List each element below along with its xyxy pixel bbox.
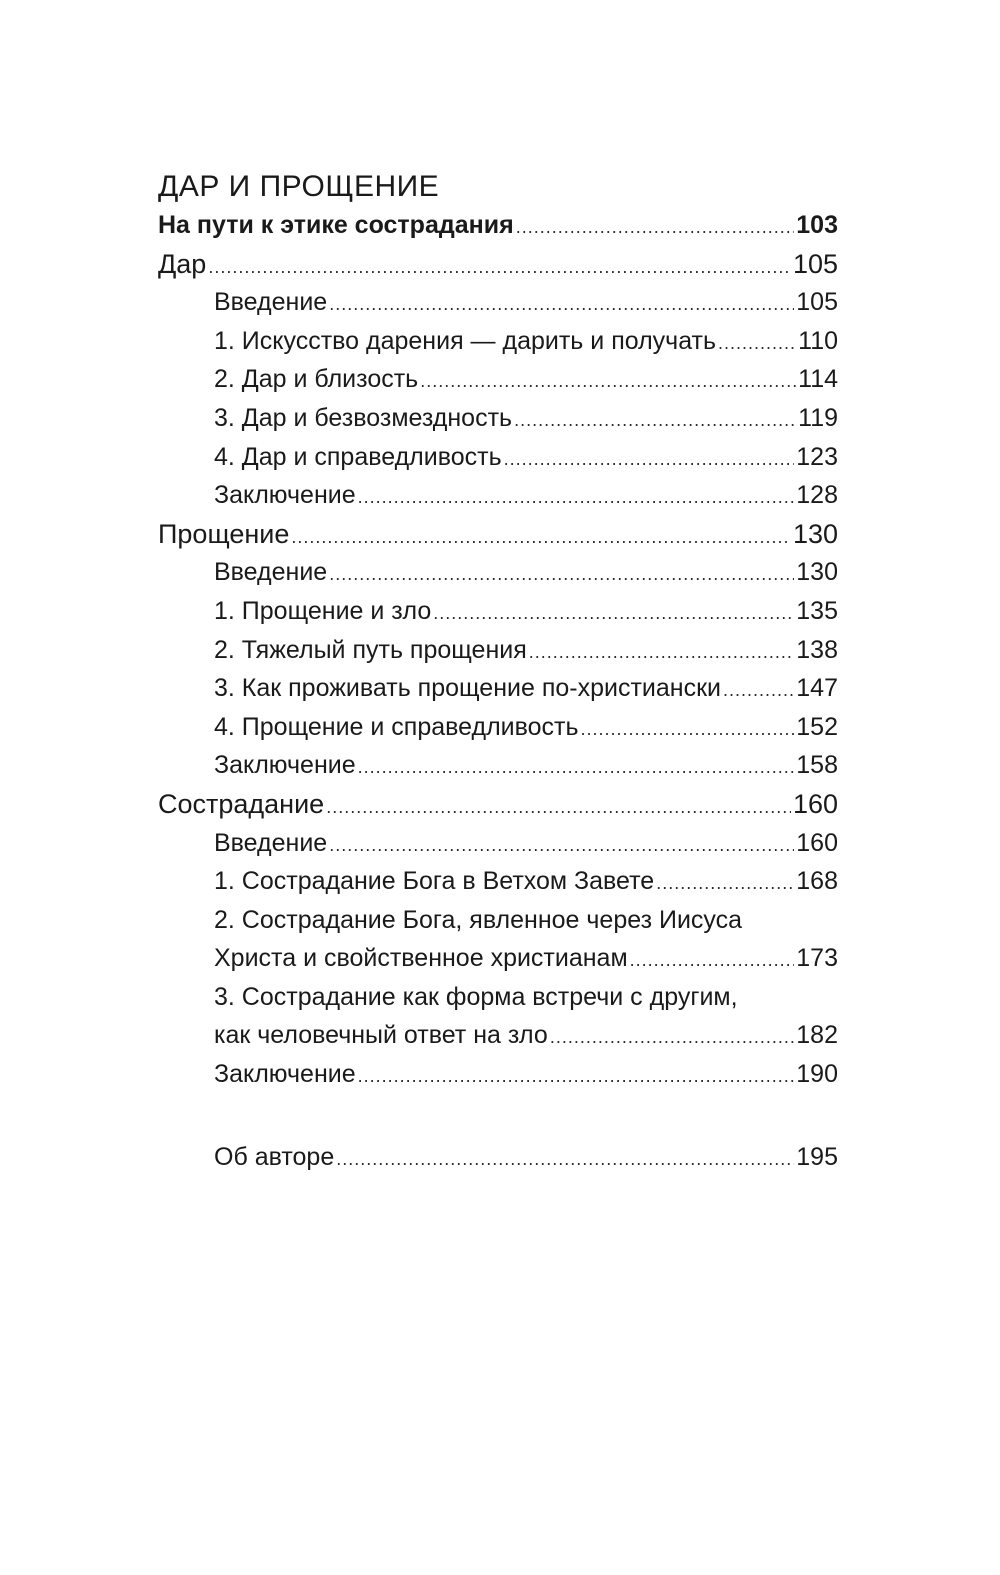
toc-entry-compassion (158, 785, 838, 824)
table-of-contents (158, 168, 838, 1176)
toc-entry-page: 110 (798, 326, 838, 355)
toc-entry-forgiveness-4 (158, 708, 838, 747)
toc-entry-gift-2 (158, 360, 838, 399)
toc-entry-forgiveness-3 (158, 669, 838, 708)
toc-entry-page: 105 (796, 288, 838, 317)
toc-entry-page: 147 (796, 674, 838, 703)
toc-entry-label: Введение (214, 558, 328, 587)
toc-entry-page: 130 (796, 558, 838, 587)
toc-entry-label: Введение (214, 828, 328, 857)
toc-entry-about-author (158, 1138, 838, 1177)
toc-entry-page: 128 (796, 481, 838, 510)
toc-entry-page: 173 (796, 944, 838, 973)
toc-entry-page: 103 (796, 211, 838, 239)
dot-leader (326, 788, 791, 827)
toc-entry-page: 168 (796, 867, 838, 896)
dot-leader (516, 208, 795, 247)
dot-leader (329, 555, 794, 594)
toc-entry-label: 1. Сострадание Бога в Ветхом Завете (214, 867, 655, 896)
toc-entry-label: 4. Прощение и справедливость (214, 712, 579, 741)
toc-entry-label: 3. Как проживать прощение по-христиански (214, 674, 721, 703)
dot-leader (329, 285, 794, 324)
toc-entry-page: 114 (798, 365, 838, 394)
toc-entry-gift-4 (158, 438, 838, 477)
toc-entry-label: 2. Дар и близость (214, 365, 419, 394)
toc-entry-label: 4. Дар и справедливость (214, 442, 502, 471)
toc-entry-page: 105 (792, 248, 838, 279)
dot-leader (718, 324, 796, 363)
toc-entry-forgiveness-2 (158, 631, 838, 670)
dot-leader (514, 401, 796, 440)
toc-entry-page: 119 (798, 403, 838, 432)
toc-entry-compassion-3 (158, 1016, 838, 1055)
toc-entry-label: 3. Дар и безвозмездность (214, 403, 513, 432)
toc-entry-page: 160 (796, 828, 838, 857)
dot-leader (433, 594, 794, 633)
toc-entry-page: 123 (796, 442, 838, 471)
dot-leader (550, 1018, 794, 1057)
toc-entry-label: 1. Прощение и зло (214, 596, 432, 625)
dot-leader (208, 248, 791, 287)
part-title: ДАР И ПРОЩЕНИЕ (158, 170, 440, 203)
toc-entry-gift-1 (158, 322, 838, 361)
toc-entry-gift-conclusion (158, 476, 838, 515)
toc-entry-page: 182 (796, 1021, 838, 1050)
toc-entry-forgiveness-1 (158, 592, 838, 631)
dot-leader (630, 941, 795, 980)
toc-entry-forgiveness-conclusion (158, 746, 838, 785)
toc-entry-label: 2. Тяжелый путь прощения (214, 635, 527, 664)
toc-entry-label: Об авторе (214, 1142, 335, 1171)
dot-leader (504, 440, 795, 479)
toc-entry-page: 190 (796, 1060, 838, 1089)
toc-entry-label: Заключение (214, 1060, 356, 1089)
toc-entry-compassion-conclusion (158, 1055, 838, 1094)
section-spacer (158, 1094, 838, 1138)
toc-entry-forgiveness (158, 515, 838, 554)
toc-entry-compassion-intro (158, 824, 838, 863)
toc-entry-label: На пути к этике сострадания (158, 211, 514, 239)
dot-leader (358, 478, 795, 517)
toc-entry-label: Сострадание (158, 788, 325, 819)
dot-leader (291, 518, 791, 557)
toc-entry-label: Заключение (214, 481, 356, 510)
toc-entry-label: Христа и свойственное христианам (214, 944, 628, 973)
dot-leader (529, 633, 795, 672)
dot-leader (329, 826, 794, 865)
toc-entry-compassion-2 (158, 939, 838, 978)
toc-entry-page: 138 (796, 635, 838, 664)
dot-leader (358, 1057, 795, 1096)
toc-entry-page: 195 (796, 1142, 838, 1171)
dot-leader (723, 671, 794, 710)
dot-leader (358, 748, 795, 787)
toc-entry-label: как человечный ответ на зло (214, 1021, 548, 1050)
dot-leader (656, 864, 794, 903)
toc-entry-gift (158, 245, 838, 284)
toc-entry-compassion-2-line1: 2. Сострадание Бога, явленное через Иисуса (214, 905, 743, 934)
toc-entry-label: Заключение (214, 751, 356, 780)
toc-entry-page: 152 (796, 712, 838, 741)
toc-entry-compassion-1 (158, 862, 838, 901)
toc-entry-page: 135 (796, 596, 838, 625)
toc-entry-page: 160 (792, 788, 838, 819)
toc-entry-gift-intro (158, 283, 838, 322)
toc-entry-label: Введение (214, 288, 328, 317)
toc-entry-label: Прощение (158, 518, 290, 549)
toc-entry-gift-3 (158, 399, 838, 438)
toc-entry-page: 130 (792, 518, 838, 549)
toc-entry-label: 1. Искусство дарения — дарить и получать (214, 326, 717, 355)
toc-entry-compassion-3-line1: 3. Сострадание как форма встречи с другим, (214, 982, 738, 1011)
toc-entry-label: Дар (158, 248, 207, 279)
toc-entry-forgiveness-intro (158, 553, 838, 592)
toc-entry-page: 158 (796, 751, 838, 780)
dot-leader (420, 362, 796, 401)
toc-entry-ethics (158, 206, 838, 245)
dot-leader (336, 1140, 794, 1179)
dot-leader (581, 710, 795, 749)
